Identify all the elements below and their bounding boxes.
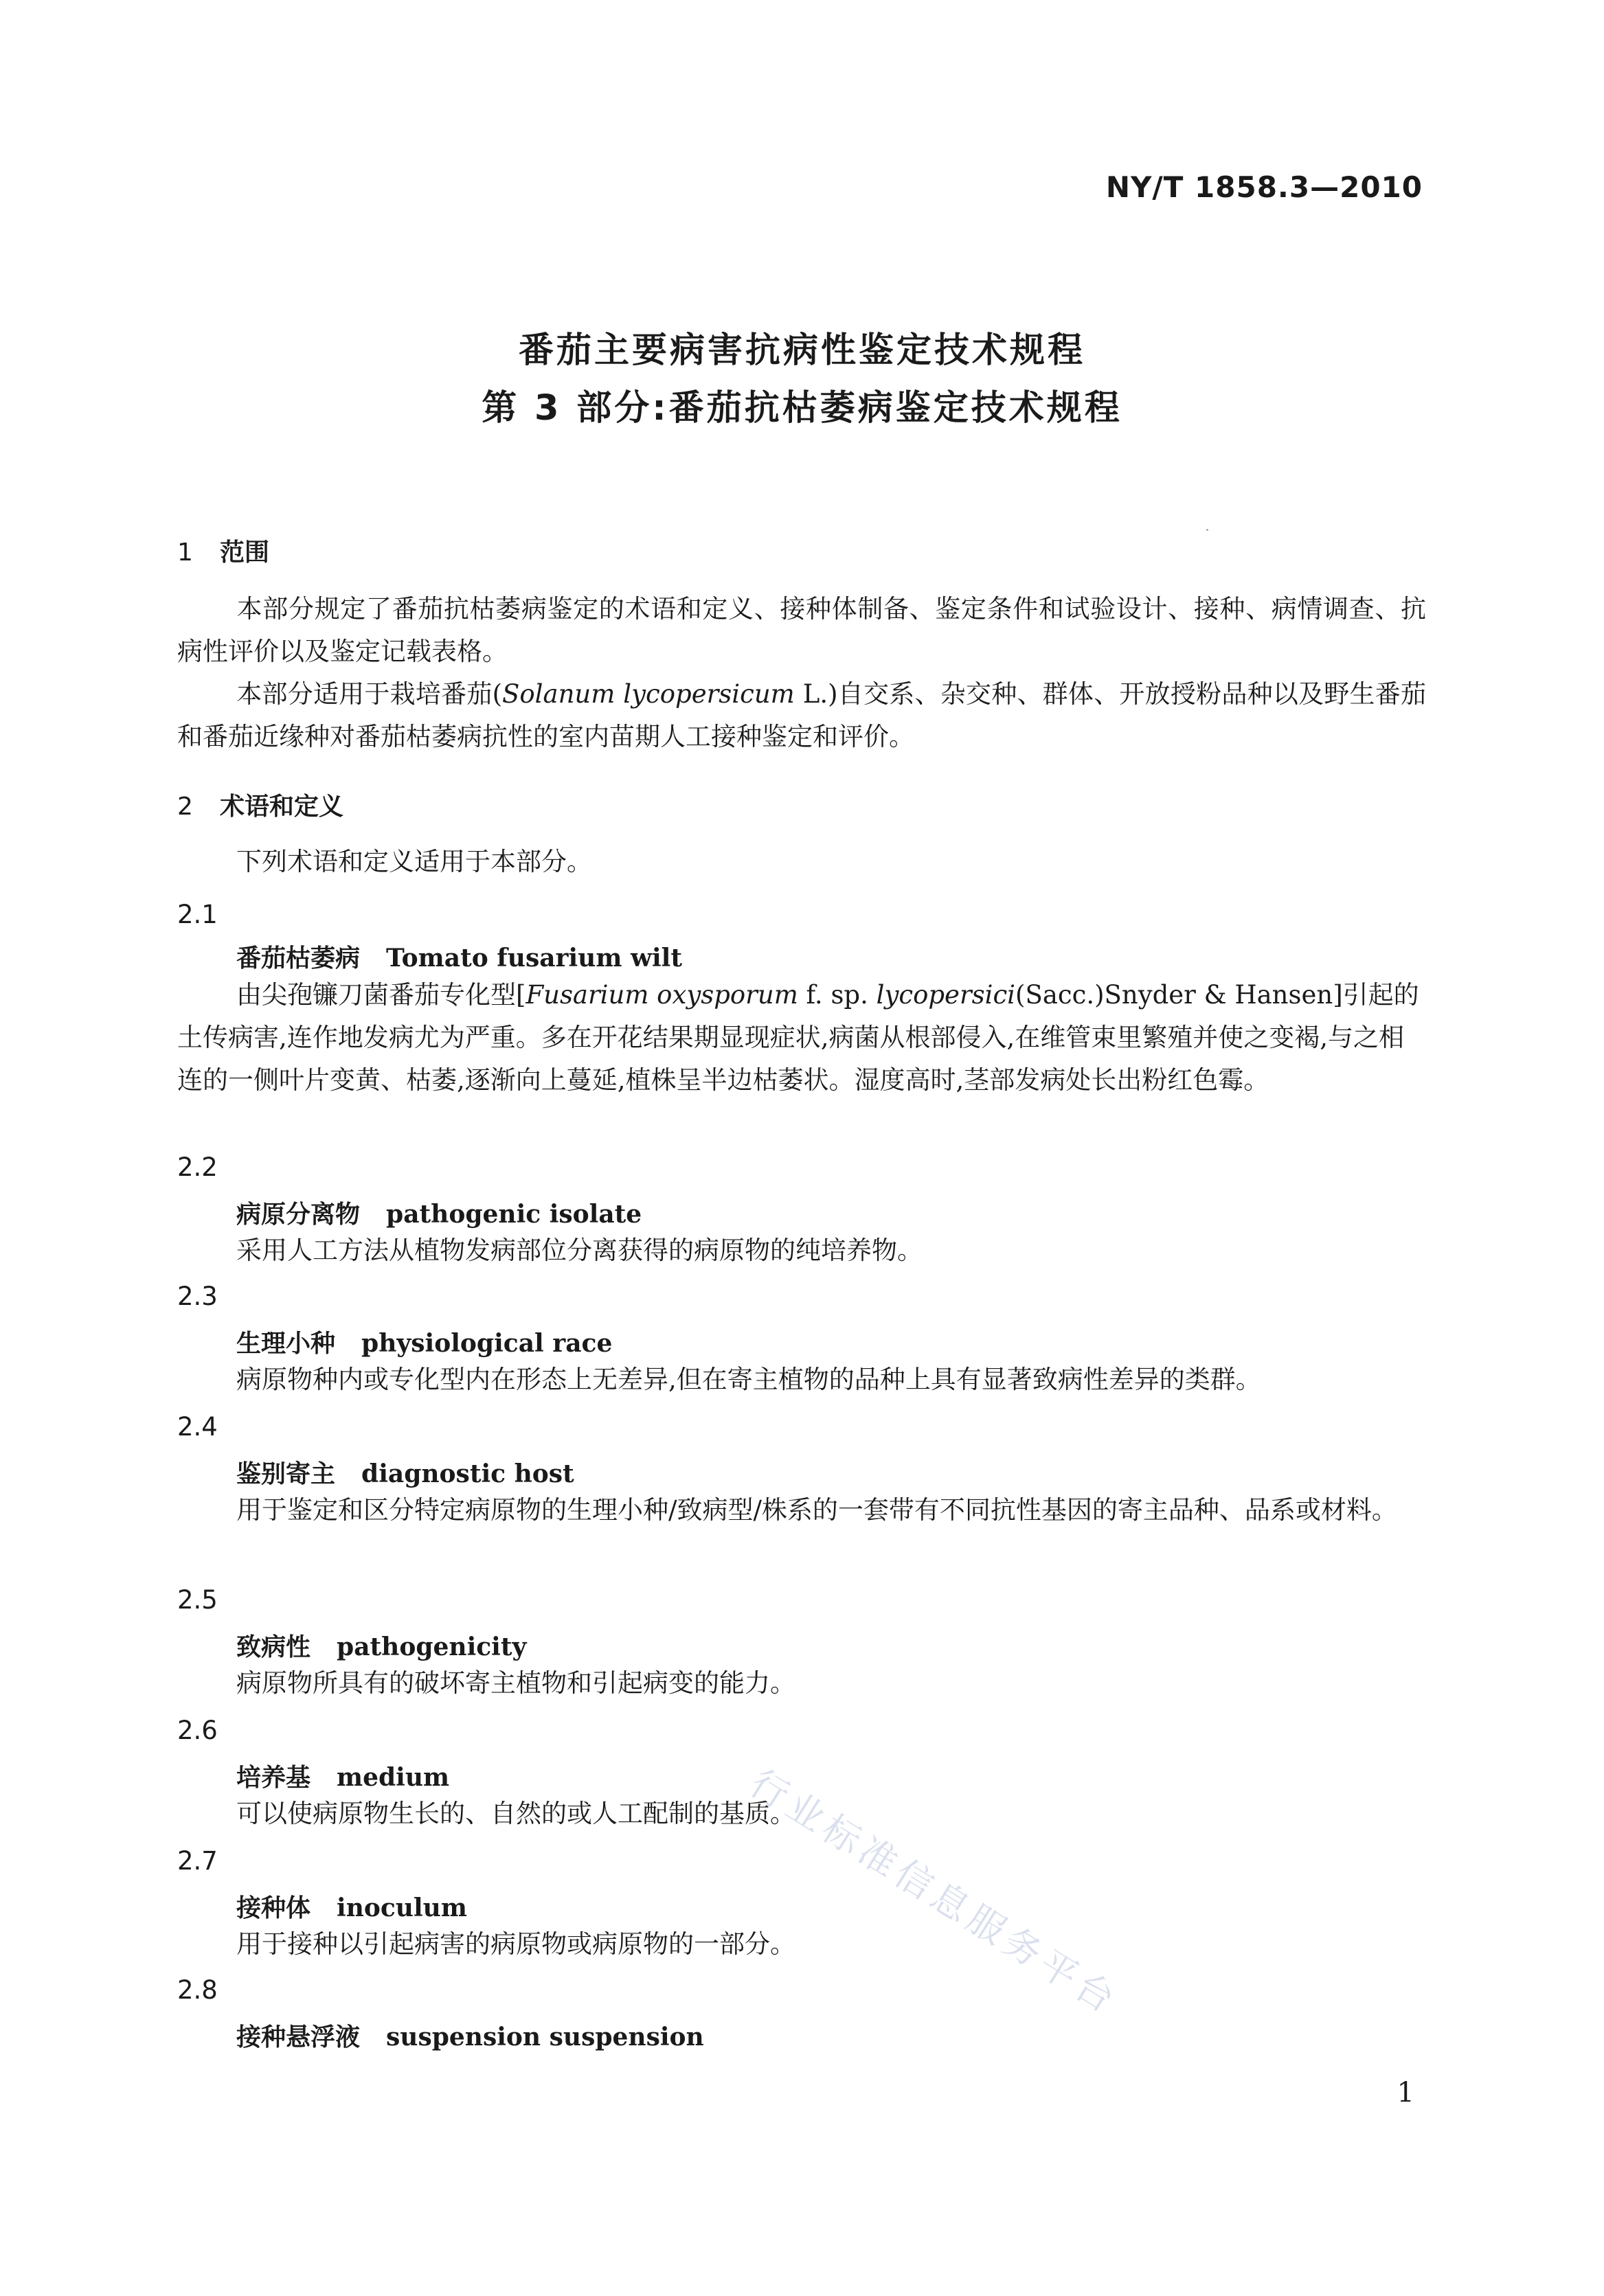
- term-definition: 病原物种内或专化型内在形态上无差异,但在寄主植物的品种上具有显著致病性差异的类群。: [236, 1365, 1261, 1394]
- term-heading: 接种悬浮液 suspension suspension: [236, 2023, 704, 2051]
- section-number: 2: [177, 793, 193, 821]
- term-number: 2.6: [177, 1716, 218, 1745]
- term-definition: 可以使病原物生长的、自然的或人工配制的基质。: [236, 1799, 795, 1828]
- term-definition: 采用人工方法从植物发病部位分离获得的病原物的纯培养物。: [236, 1236, 923, 1265]
- section-1-paragraph-1: 本部分规定了番茄抗枯萎病鉴定的术语和定义、接种体制备、鉴定条件和试验设计、接种、病情调查、抗病性评价以及鉴定记载表格。: [177, 594, 1426, 666]
- section-1-heading: [177, 533, 269, 568]
- term-number: 2.2: [177, 1152, 218, 1182]
- watermark: 行业标准信息服务平台: [742, 1761, 1127, 2024]
- term-number: 2.1: [177, 900, 218, 929]
- term-number: 2.8: [177, 1975, 218, 2005]
- section-2-intro: 下列术语和定义适用于本部分。: [236, 847, 592, 876]
- term-heading: 培养基 medium: [236, 1763, 450, 1792]
- title-line-1: 番茄主要病害抗病性鉴定技术规程: [518, 330, 1085, 371]
- term-number: 2.7: [177, 1846, 218, 1876]
- term-number: 2.4: [177, 1412, 218, 1442]
- section-number: 1: [177, 538, 193, 567]
- term-definition: 用于接种以引起病害的病原物或病原物的一部分。: [236, 1929, 795, 1959]
- term-number: 2.3: [177, 1282, 218, 1311]
- term-definition: 病原物所具有的破坏寄主植物和引起病变的能力。: [236, 1668, 795, 1698]
- term-heading: 番茄枯萎病 Tomato fusarium wilt: [236, 944, 682, 973]
- title-line-2: 第 3 部分:番茄抗枯萎病鉴定技术规程: [482, 388, 1122, 429]
- section-title: 术语和定义: [220, 793, 344, 821]
- term-heading: 致病性 pathogenicity: [236, 1633, 527, 1661]
- species-name: Solanum lycopersicum: [502, 679, 795, 709]
- section-title: 范围: [220, 538, 270, 567]
- section-1-paragraph-2: 本部分适用于栽培番茄(Solanum lycopersicum L.)自交系、杂交种、群体、开放授粉品种以及野生番茄和番茄近缘种对番茄枯萎病抗性的室内苗期人工接种鉴定和评价。: [177, 679, 1427, 751]
- term-heading: 接种体 inoculum: [236, 1894, 467, 1922]
- term-number: 2.5: [177, 1585, 218, 1615]
- page-number: 1: [1397, 2077, 1414, 2109]
- term-heading: 鉴别寄主 diagnostic host: [236, 1459, 574, 1488]
- term-definition: 用于鉴定和区分特定病原物的生理小种/致病型/株系的一套带有不同抗性基因的寄主品种、品系或材料。: [236, 1495, 1397, 1525]
- term-definition: 由尖孢镰刀菌番茄专化型[Fusarium oxysporum f. sp. lycopersici(Sacc.)Snyder & Hansen]引起的土传病害,连作地发病尤为严重。多在开花结果期显现症状,病菌从根部侵入,在维管束里繁殖并使之变褐,与之相连的一侧叶片变黄、枯萎,逐渐向上蔓延,植株呈半边枯萎状。湿度高时,茎部发病处长出粉红色霉。: [177, 980, 1419, 1095]
- term-heading: 生理小种 physiological race: [236, 1329, 613, 1358]
- scan-speck: [1206, 529, 1208, 531]
- standard-code: NY/T 1858.3—2010: [1105, 170, 1423, 204]
- section-2-heading: [177, 787, 343, 822]
- term-heading: 病原分离物 pathogenic isolate: [236, 1200, 642, 1229]
